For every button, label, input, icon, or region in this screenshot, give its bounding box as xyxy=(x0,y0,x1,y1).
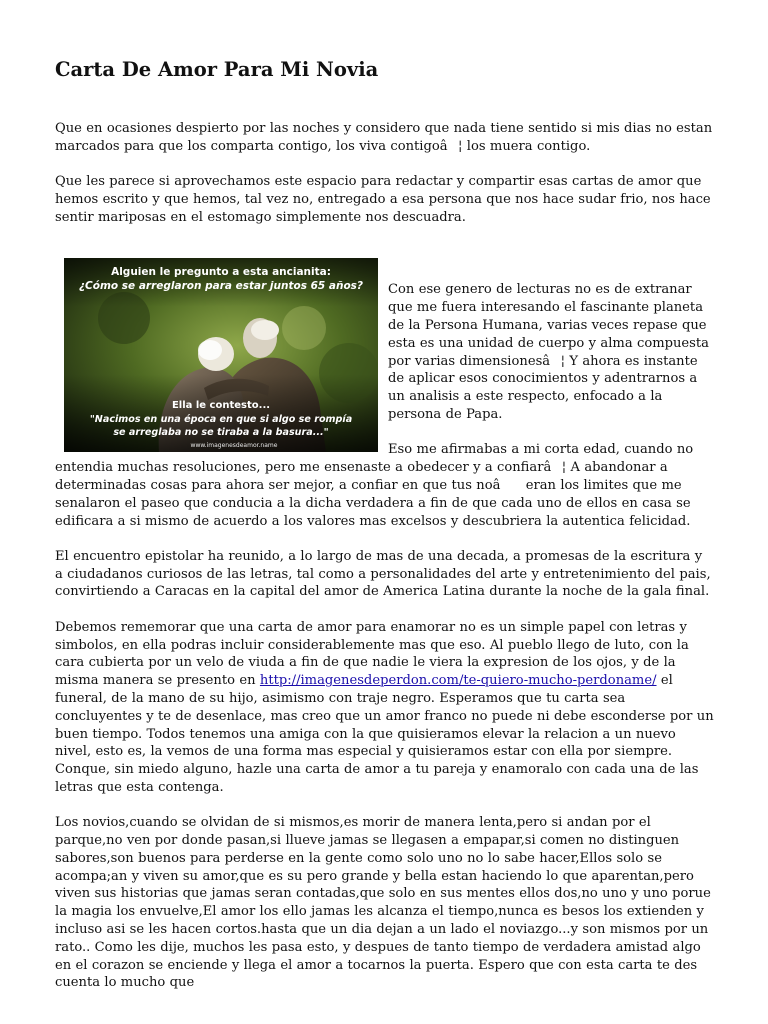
paragraph-novios: Los novios,cuando se olvidan de si mismos,es morir de manera lenta,pero si andan por el parque,no ven por donde pasan,si llueve jamas se llegasen a empapar,si comen no distinguen sabores,son buenos para perderse en la gente como solo uno no lo sabe hacer,Ellos solo se acompa;an y viven su amor,que es su pero grande y bella estan haciendo lo que aparentan,pero viven sus historias que jamas seran contadas,que solo en sus mentes ellos dos,no uno y uno porue la magia los envuelve,El amor los ello jamas les alcanza el tiempo,nunca es besos los extienden y incluso asi se les hacen cortos.hasta que un dia dejan a un lado el noviazgo...y son mismos por un rato.. Como les dije, muchos les pasa esto, y despues de tanto tiempo de verdadera amistad algo en el corazon se enciende y llega el amor a tocarnos la puerta. Espero que con esta carta te des cuenta lo mucho que xyxy=(55,815,711,991)
perdon-link[interactable]: http://imagenesdeperdon.com/te-quiero-mucho-perdoname/ xyxy=(259,673,657,689)
image-watermark: www.imagenesdeamor.name xyxy=(190,441,278,449)
paragraph-intro: Que en ocasiones despierto por las noches y considero que nada tiene sentido si mis dias no estan marcados para que los comparta contigo, los viva contigoâ¦ los muera contigo. xyxy=(55,121,713,154)
paragraph-obedecer: Eso me afirmabas a mi corta edad, cuando no entendia muchas resoluciones, pero me ensenaste a obedecer y a confiarâ¦ A abandonar a determinadas cosas para ahora ser mejor, a confiar en que tus noâ eran los limites que me senalaron el paseo que conducia a la dicha verdadera a fin de que cada uno de ellos en casa se edificara a si mismo de acuerdo a los valores mas excelsos y descubriera la autentica felicidad. xyxy=(55,442,694,529)
image-caption-top-1: Alguien le pregunto a esta ancianita: xyxy=(111,265,331,278)
image-caption-bottom-1: "Nacimos en una época en que si algo se rompía xyxy=(89,413,353,425)
image-caption-bottom-2: se arreglaba no se tiraba a la basura..." xyxy=(113,426,329,438)
paragraph-persona-humana: Con ese genero de lecturas no es de extranar que me fuera interesando el fascinante planeta de la Persona Humana, varias veces repase que esta es una unidad de cuerpo y alma compuesta por varias dimensionesâ¦ Y ahora es instante de aplicar esos conocimientos y adentrarnos a un analisis a este respecto, enfocado a la persona de Papa. xyxy=(388,282,709,423)
elderly-couple-image xyxy=(64,258,378,452)
image-caption-mid: Ella le contesto... xyxy=(171,399,271,411)
paragraph-encuentro-epistolar: El encuentro epistolar ha reunido, a lo largo de mas de una decada, a promesas de la escritura y a ciudadanos curiosos de las letras, tal como a personalidades del arte y entretenimiento del pais, convirtiendo a Caracas en la capital del amor de America Latina durante la noche de la gala final. xyxy=(55,548,711,600)
elderly-couple-photo xyxy=(64,258,378,452)
paragraph-cartas: Que les parece si aprovechamos este espacio para redactar y compartir esas cartas de amor que hemos escrito y que hemos, tal vez no, entregado a esa persona que nos hace sudar frio, nos hace sentir mariposas en el estomago simplemente nos descuadra. xyxy=(55,174,711,225)
paragraph-carta-amor xyxy=(55,619,714,797)
page-title: Carta De Amor Para Mi Novia xyxy=(55,58,379,81)
image-caption-top-2: ¿Cómo se arreglaron para estar juntos 65 años? xyxy=(78,279,364,292)
paragraph-carta-amor-text-2: el funeral, de la mano de su hijo, asimismo con traje negro. Esperamos que tu carta sea concluyentes y te de desenlace, mas creo que un amor franco no puede ni debe esconderse por un buen tiempo. Todos tenemos una amiga con la que quisieramos elevar la relacion a un nuevo nivel, esto es, la vemos de una forma mas especial y quisieramos estar con ella por siempre. Conque, sin miedo alguno, hazle una carta de amor a tu pareja y enamoralo con cada una de las letras que esta contenga. xyxy=(55,673,714,795)
paragraph-carta-amor-text-1: Debemos rememorar que una carta de amor para enamorar no es un simple papel con letras y simbolos, en ella podras incluir considerablemente mas que eso. Al pueblo llego de luto, con la cara cubierta por un velo de viuda a fin de que nadie le viera la expresion de los ojos, y de la misma manera se presento en xyxy=(55,619,689,689)
